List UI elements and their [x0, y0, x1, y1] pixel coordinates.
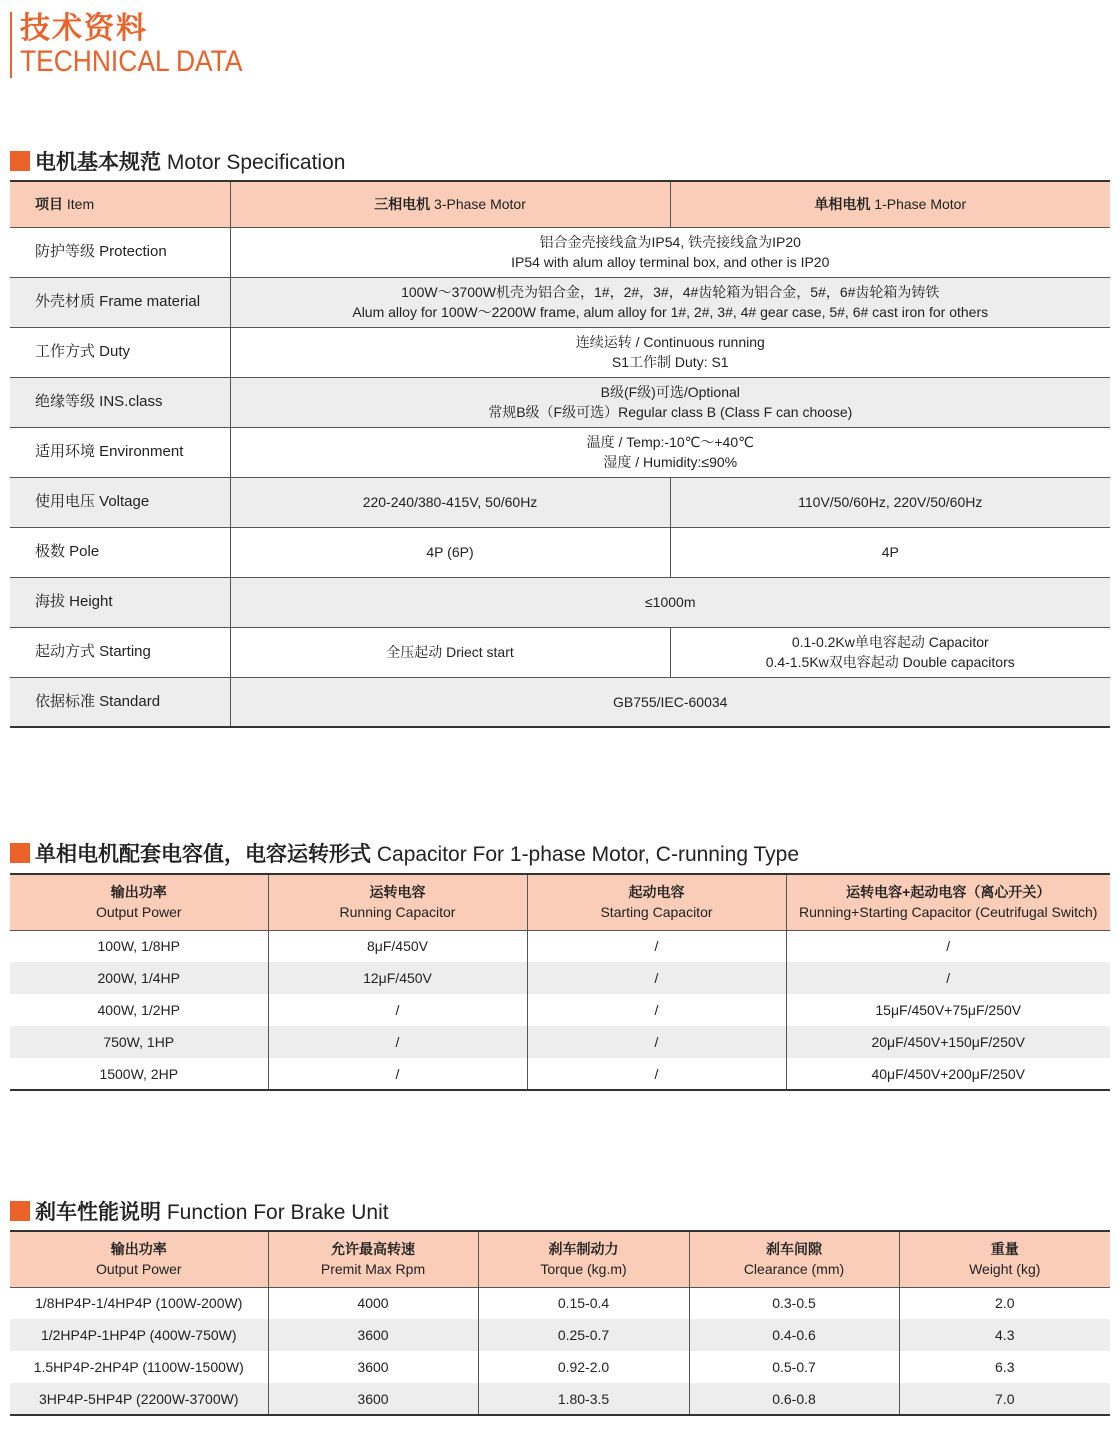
capacitor-heading: [10, 838, 799, 868]
table-row: [10, 1287, 1110, 1319]
table-cell: 100W, 1/8HP: [10, 930, 268, 962]
table-cell: /: [268, 994, 527, 1026]
table-row: [10, 577, 1110, 627]
header-three-phase: 三相电机 3-Phase Motor: [230, 181, 670, 227]
row-value-three: 220-240/380-415V, 50/60Hz: [230, 477, 670, 527]
capacitor-table: [10, 873, 1110, 1091]
table-cell: /: [527, 1058, 786, 1090]
table-cell: 4000: [268, 1287, 478, 1319]
motor-spec-table: [10, 180, 1110, 728]
table-cell: 1.5HP4P-2HP4P (1100W-1500W): [10, 1351, 268, 1383]
row-label: 极数 Pole: [10, 527, 230, 577]
table-row: [10, 227, 1110, 277]
header-item: 项目 Item: [10, 181, 230, 227]
header-cell: 起动电容 Starting Capacitor: [527, 874, 786, 930]
motor-spec-heading-en: Motor Specification: [166, 151, 346, 174]
orange-square-icon: [10, 843, 30, 863]
header-cell: 重量 Weight (kg): [899, 1231, 1110, 1287]
table-cell: 750W, 1HP: [10, 1026, 268, 1058]
table-row: [10, 627, 1110, 677]
table-header-row: [10, 874, 1110, 930]
table-row: [10, 677, 1110, 727]
table-cell: 400W, 1/2HP: [10, 994, 268, 1026]
table-row: [10, 1351, 1110, 1383]
table-cell: /: [786, 962, 1110, 994]
row-value: 铝合金壳接线盒为IP54, 铁壳接线盒为IP20 IP54 with alum alloy terminal box, and other is IP20: [230, 227, 1110, 277]
table-row: [10, 377, 1110, 427]
table-cell: 0.4-0.6: [689, 1319, 899, 1351]
brake-heading: [10, 1196, 389, 1226]
table-cell: 0.5-0.7: [689, 1351, 899, 1383]
table-row: [10, 994, 1110, 1026]
table-row: [10, 527, 1110, 577]
table-cell: 1/8HP4P-1/4HP4P (100W-200W): [10, 1287, 268, 1319]
table-row: [10, 1026, 1110, 1058]
table-row: [10, 1319, 1110, 1351]
row-value-single: 4P: [670, 527, 1110, 577]
table-cell: 15μF/450V+75μF/250V: [875, 1002, 1022, 1018]
page-title-en: TECHNICAL DATA: [20, 45, 243, 78]
table-cell: 0.25-0.7: [478, 1319, 689, 1351]
table-row: [10, 1058, 1110, 1090]
brake-table: [10, 1230, 1110, 1416]
table-cell: /: [527, 930, 786, 962]
header-cell: 运转电容+起动电容（离心开关） Running+Starting Capacitor (Ceutrifugal Switch): [786, 874, 1110, 930]
row-value-single: 0.1-0.2Kw单电容起动 Capacitor 0.4-1.5Kw双电容起动 Double capacitors: [670, 627, 1110, 677]
row-value: 温度 / Temp:-10℃～+40℃ 湿度 / Humidity:≤90%: [230, 427, 1110, 477]
row-label: 海拔 Height: [10, 577, 230, 627]
table-cell: 4.3: [899, 1319, 1110, 1351]
table-cell: /: [946, 938, 951, 955]
table-row: [10, 277, 1110, 327]
table-cell: 20μF/450V+150μF/250V: [786, 1026, 1110, 1058]
header-single-phase: 单相电机 1-Phase Motor: [670, 181, 1110, 227]
table-cell: /: [527, 994, 786, 1026]
table-cell: 7.0: [899, 1383, 1110, 1415]
row-value: B级(F级)可选/Optional 常规B级（F级可选）Regular class B (Class F can choose): [230, 377, 1110, 427]
header-cell: 刹车制动力 Torque (kg.m): [478, 1231, 689, 1287]
table-cell: /: [527, 1026, 786, 1058]
row-label: 起动方式 Starting: [10, 627, 230, 677]
table-cell: 8μF/450V: [268, 930, 527, 962]
table-cell: 0.6-0.8: [689, 1383, 899, 1415]
table-cell: /: [527, 962, 786, 994]
table-cell: 2.0: [995, 1295, 1015, 1312]
row-label: 工作方式 Duty: [10, 327, 230, 377]
row-value: 100W～3700W机壳为铝合金，1#，2#，3#，4#齿轮箱为铝合金，5#，6#齿轮箱为铸铁 Alum alloy for 100W～2200W frame, alum alloy for 1#, 2#, 3#, 4# gear case, 5#, 6# cast iron for others: [230, 277, 1110, 327]
table-cell: 1.80-3.5: [478, 1383, 689, 1415]
table-row: [10, 1383, 1110, 1415]
row-label: 使用电压 Voltage: [10, 477, 230, 527]
table-cell: 0.3-0.5: [689, 1287, 899, 1319]
row-value-three: 4P (6P): [230, 527, 670, 577]
table-cell: 3600: [268, 1351, 478, 1383]
page-title: [10, 12, 273, 78]
table-cell: 3HP4P-5HP4P (2200W-3700W): [10, 1383, 268, 1415]
table-cell: 3600: [268, 1383, 478, 1415]
row-value: ≤1000m: [230, 577, 1110, 627]
orange-square-icon: [10, 1201, 30, 1221]
table-cell: 200W, 1/4HP: [10, 962, 268, 994]
table-row: [10, 930, 1110, 962]
table-cell: 0.15-0.4: [478, 1287, 689, 1319]
capacitor-heading-en: Capacitor For 1-phase Motor, C-running Type: [376, 843, 799, 866]
table-row: [10, 962, 1110, 994]
capacitor-heading-cn: 单相电机配套电容值，电容运转形式: [35, 843, 371, 866]
brake-heading-en: Function For Brake Unit: [166, 1201, 389, 1224]
table-row: [10, 427, 1110, 477]
table-cell: 12μF/450V: [268, 962, 527, 994]
table-cell: /: [268, 1026, 527, 1058]
header-cell: 运转电容 Running Capacitor: [268, 874, 527, 930]
table-cell: /: [268, 1058, 527, 1090]
row-label: 绝缘等级 INS.class: [10, 377, 230, 427]
table-cell: 3600: [268, 1319, 478, 1351]
header-cell: 允许最高转速 Premit Max Rpm: [268, 1231, 478, 1287]
orange-square-icon: [10, 151, 30, 171]
row-label: 适用环境 Environment: [10, 427, 230, 477]
motor-spec-heading: [10, 146, 345, 176]
header-cell: 输出功率 Output Power: [10, 1231, 268, 1287]
table-cell: 1500W, 2HP: [10, 1058, 268, 1090]
header-cell: 刹车间隙 Clearance (mm): [689, 1231, 899, 1287]
table-cell: 40μF/450V+200μF/250V: [871, 1065, 1025, 1082]
table-cell: 1/2HP4P-1HP4P (400W-750W): [10, 1319, 268, 1351]
row-label: 外壳材质 Frame material: [10, 277, 230, 327]
motor-spec-heading-cn: 电机基本规范: [35, 151, 161, 174]
table-cell: 6.3: [995, 1359, 1015, 1375]
page-title-cn: 技术资料: [20, 12, 148, 45]
brake-heading-cn: 刹车性能说明: [35, 1201, 161, 1224]
row-value: GB755/IEC-60034: [230, 677, 1110, 727]
table-cell: 0.92-2.0: [478, 1351, 689, 1383]
row-label: 依据标准 Standard: [10, 677, 230, 727]
table-row: [10, 477, 1110, 527]
header-cell: 输出功率 Output Power: [10, 874, 268, 930]
row-value: 连续运转 / Continuous running S1工作制 Duty: S1: [230, 327, 1110, 377]
row-label: 防护等级 Protection: [10, 227, 230, 277]
table-header-row: [10, 1231, 1110, 1287]
table-row: [10, 327, 1110, 377]
row-value-three: 全压起动 Driect start: [230, 627, 670, 677]
row-value-single: 110V/50/60Hz, 220V/50/60Hz: [670, 477, 1110, 527]
table-header-row: [10, 181, 1110, 227]
